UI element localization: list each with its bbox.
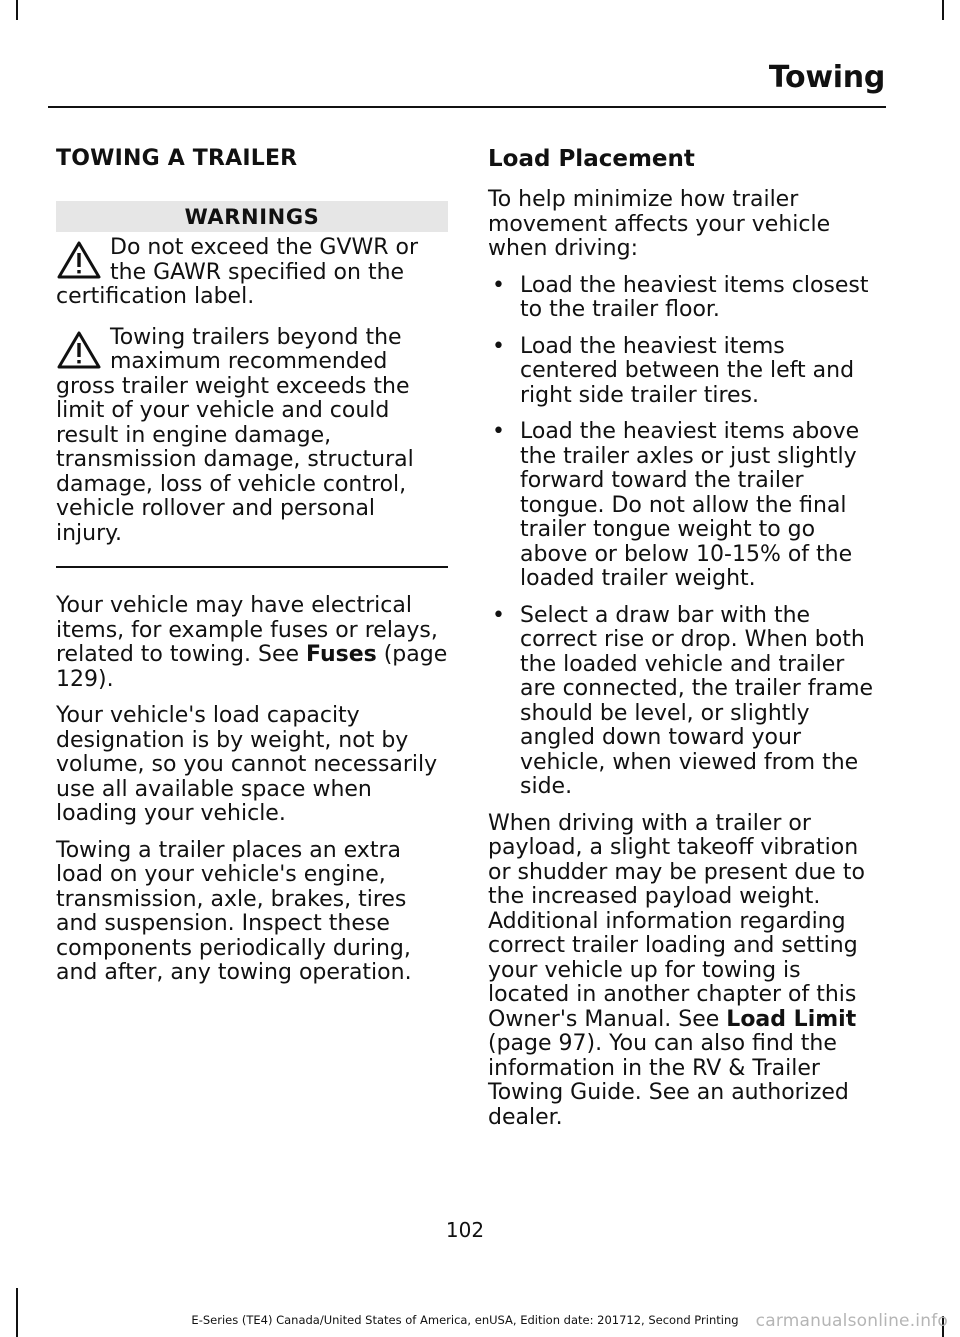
bullet-icon: • [492, 602, 505, 628]
fuses-link[interactable]: Fuses [306, 642, 377, 667]
warning-triangle-icon [56, 330, 102, 370]
page-header-title: Towing [768, 60, 885, 95]
paragraph-payload [488, 812, 883, 1131]
paragraph-intro: To help minimize how trailer movement affects your vehicle when driving: [488, 187, 831, 261]
list-item-text: Load the heaviest items centered between the left and right side trailer tires. [520, 333, 855, 408]
left-column [56, 146, 448, 998]
list-item [488, 335, 883, 409]
warning-item [56, 326, 448, 547]
warning-text: Towing trailers beyond the maximum recommended gross trailer weight exceeds the limit of your vehicle and could result in engine damage, transmission damage, structural damage, loss of vehicle control, vehicle rollover and personal injury. [56, 324, 414, 546]
paragraph-load-capacity: Your vehicle's load capacity designation is by weight, not by volume, so you cannot necessarily use all available space when loading your vehicle. [56, 703, 438, 826]
footer-edition-text: E-Series (TE4) Canada/United States of America, enUSA, Edition date: 201712, Second Printing [191, 1313, 739, 1327]
warning-text: Do not exceed the GVWR or the GAWR specified on the certification label. [56, 235, 419, 309]
warnings-divider [56, 566, 448, 568]
header-divider [48, 106, 886, 108]
warnings-heading: WARNINGS [56, 201, 448, 232]
list-item-text: Load the heaviest items closest to the trailer floor. [520, 272, 869, 322]
right-column [488, 146, 883, 1142]
paragraph-towing-load: Towing a trailer places an extra load on your vehicle's engine, transmission, axle, brakes, tires and suspension. Inspect these components periodically during, and after, any towing operation. [56, 837, 412, 985]
paragraph-text: (page 97). You can also find the information in the RV & Trailer Towing Guide. See an authorized dealer. [488, 1031, 849, 1130]
crop-mark-top-right [942, 0, 944, 20]
paragraph-text: Your vehicle may have electrical items, for example fuses or relays, related to towing. See [56, 593, 438, 667]
paragraph-text: When driving with a trailer or payload, a slight takeoff vibration or shudder may be present due to the increased payload weight. Additional information regarding correct trailer loading and setting your vehicle up for towing is located in another chapter of this Owner's Manual. See [488, 810, 865, 1032]
section-title: TOWING A TRAILER [56, 146, 298, 171]
paragraph-text: (page 129). [56, 642, 448, 692]
list-item-text: Select a draw bar with the correct rise or drop. When both the loaded vehicle and trailer are connected, the trailer frame should be level, or slightly angled down toward your vehicle, when viewed from the side. [520, 602, 874, 799]
crop-mark-top-left [16, 0, 18, 20]
load-limit-link[interactable]: Load Limit [726, 1006, 857, 1032]
watermark-logo: carmanualsonline.info [755, 1311, 948, 1331]
list-item [488, 274, 883, 323]
list-item [488, 604, 883, 800]
bullet-icon: • [492, 333, 505, 359]
warning-item [56, 236, 448, 310]
warnings-box [56, 201, 448, 568]
page-number: 102 [445, 1218, 485, 1242]
bullet-icon: • [492, 419, 505, 444]
load-placement-list [488, 274, 883, 800]
list-item-text: Load the heaviest items above the trailer axles or just slightly forward toward the trailer tongue. Do not allow the final trailer tongue weight to go above or below 10-15% of the loaded trailer weight. [520, 419, 860, 591]
paragraph-electrical [56, 594, 448, 692]
bullet-icon: • [492, 272, 505, 298]
subsection-title: Load Placement [488, 146, 695, 172]
warning-triangle-icon [56, 240, 102, 280]
list-item [488, 420, 883, 592]
